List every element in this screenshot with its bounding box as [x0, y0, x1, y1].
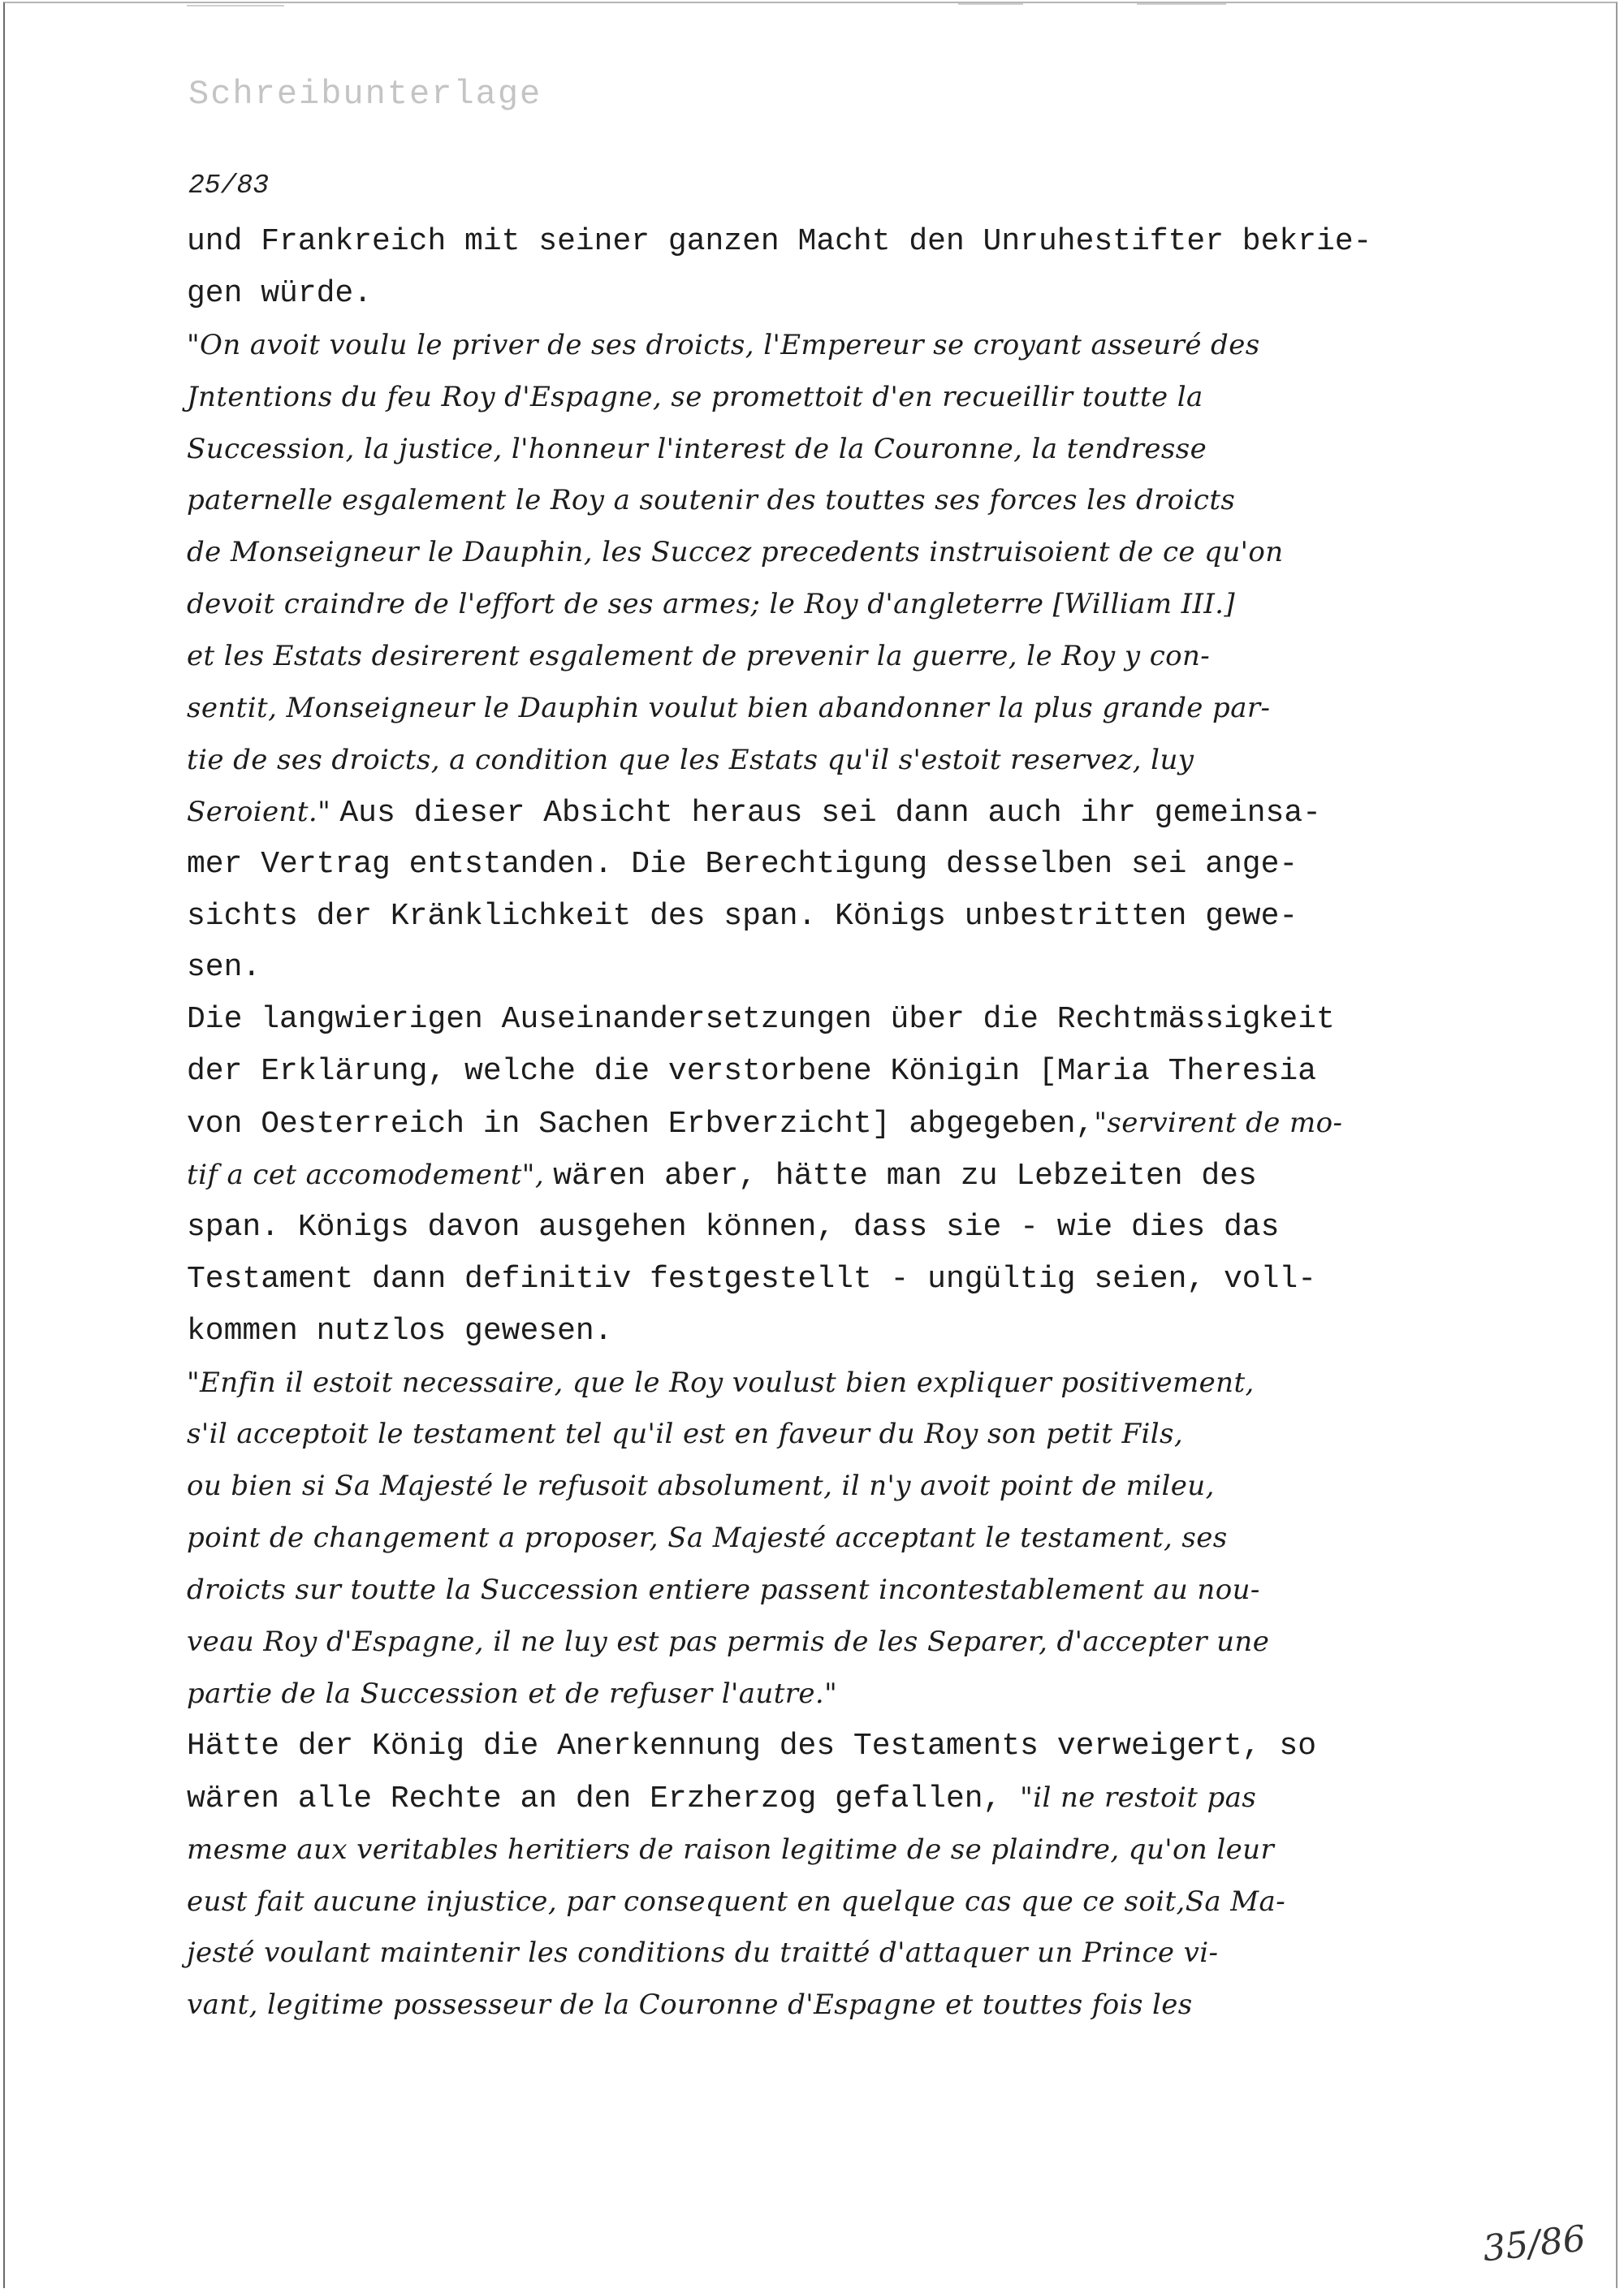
text-line — [187, 1513, 1453, 1565]
quoted-french-text: "il ne restoit pas — [1020, 1781, 1257, 1814]
text-line — [187, 1150, 1453, 1202]
text-line — [187, 1461, 1453, 1513]
quoted-french-text: paternelle esgalement le Roy a soutenir des touttes ses forces les droicts — [187, 484, 1236, 517]
page-reference: 25/83 — [188, 171, 270, 201]
quoted-french-text: tie de ses droicts, a condition que les Estats qu'il s'estoit reservez, luy — [187, 743, 1194, 776]
text-line — [187, 942, 1453, 994]
text-line — [187, 1824, 1453, 1876]
german-text: Testament dann definitiv festgestellt - ungültig seien, voll- — [187, 1261, 1317, 1297]
german-text: Hätte der König die Anerkennung des Testaments verweigert, so — [187, 1728, 1317, 1764]
quoted-french-text: veau Roy d'Espagne, il ne luy est pas permis de les Separer, d'accepter une — [187, 1626, 1270, 1659]
german-text: span. Königs davon ausgehen können, dass sie - wie dies das — [187, 1209, 1280, 1245]
quoted-french-text: "On avoit voulu le priver de ses droicts, l'Empereur se croyant asseuré des — [187, 328, 1260, 361]
quoted-french-text: devoit craindre de l'effort de ses armes; le Roy d'angleterre [William III.] — [187, 588, 1236, 621]
german-text: Die langwierigen Auseinandersetzungen über die Rechtmässigkeit — [187, 1002, 1335, 1038]
quoted-french-text: mesme aux veritables heritiers de raison legitime de se plaindre, qu'on leur — [187, 1833, 1275, 1866]
scan-artifact — [187, 5, 284, 6]
text-line — [187, 372, 1453, 424]
text-line — [187, 683, 1453, 735]
german-text: Aus dieser Absicht heraus sei dann auch ihr gemeinsa- — [339, 795, 1321, 831]
text-line — [187, 475, 1453, 527]
folio-number: 35/86 — [1480, 2217, 1588, 2270]
quoted-french-text: tif a cet accomodement", — [187, 1159, 554, 1192]
text-line — [187, 1669, 1453, 1721]
text-line — [187, 1046, 1453, 1098]
quoted-french-text: jesté voulant maintenir les conditions du traitté d'attaquer un Prince vi- — [187, 1937, 1219, 1970]
text-line — [187, 1358, 1453, 1410]
text-line — [187, 1306, 1453, 1358]
quoted-french-text: "servirent de mo- — [1094, 1107, 1343, 1140]
text-line — [187, 1928, 1453, 1980]
quoted-french-text: eust fait aucune injustice, par consequent en quelque cas que ce soit,Sa Ma- — [187, 1885, 1286, 1918]
text-line — [187, 268, 1453, 320]
text-line — [187, 320, 1453, 372]
text-line — [187, 216, 1453, 268]
scan-artifact — [958, 3, 1023, 5]
quoted-french-text: Jntentions du feu Roy d'Espagne, se promettoit d'en recueillir toutte la — [187, 380, 1203, 413]
text-line — [187, 1565, 1453, 1617]
document-body — [187, 216, 1453, 2032]
quoted-french-text: vant, legitime possesseur de la Couronne d'Espagne et touttes fois les — [187, 1989, 1193, 2022]
text-line — [187, 994, 1453, 1046]
quoted-french-text: point de changement a proposer, Sa Majesté acceptant le testament, ses — [187, 1522, 1228, 1555]
text-line — [187, 1409, 1453, 1461]
german-text: wären alle Rechte an den Erzherzog gefallen, — [187, 1781, 1021, 1816]
german-text: sen. — [187, 950, 261, 986]
german-text: der Erklärung, welche die verstorbene Königin [Maria Theresia — [187, 1054, 1317, 1090]
quoted-french-text: et les Estats desirerent esgalement de prevenir la guerre, le Roy y con- — [187, 640, 1211, 673]
scan-artifact — [1137, 3, 1226, 5]
text-line — [187, 891, 1453, 943]
text-line — [187, 579, 1453, 631]
text-line — [187, 1098, 1453, 1150]
german-text: von Oesterreich in Sachen Erbverzicht] abgegeben, — [187, 1107, 1095, 1142]
german-text: kommen nutzlos gewesen. — [187, 1313, 613, 1349]
text-line — [187, 1202, 1453, 1254]
german-text: gen würde. — [187, 275, 373, 311]
text-line — [187, 631, 1453, 683]
text-line — [187, 1773, 1453, 1824]
quoted-french-text: partie de la Succession et de refuser l'autre." — [187, 1677, 838, 1710]
german-text: und Frankreich mit seiner ganzen Macht den Unruhestifter bekrie- — [187, 224, 1372, 259]
text-line — [187, 1721, 1453, 1773]
faint-header: Schreibunterlage — [188, 75, 542, 114]
quoted-french-text: "Enfin il estoit necessaire, que le Roy voulust bien expliquer positivement, — [187, 1366, 1255, 1399]
quoted-french-text: s'il acceptoit le testament tel qu'il est en faveur du Roy son petit Fils, — [187, 1418, 1184, 1451]
text-line — [187, 839, 1453, 891]
quoted-french-text: Seroient." — [187, 795, 340, 828]
quoted-french-text: de Monseigneur le Dauphin, les Succez precedents instruisoient de ce qu'on — [187, 536, 1284, 569]
text-line — [187, 1254, 1453, 1306]
quoted-french-text: droicts sur toutte la Succession entiere passent incontestablement au nou- — [187, 1574, 1260, 1607]
text-line — [187, 1876, 1453, 1928]
text-line — [187, 1980, 1453, 2032]
german-text: wären aber, hätte man zu Lebzeiten des — [553, 1159, 1257, 1194]
text-line — [187, 424, 1453, 476]
text-line — [187, 1617, 1453, 1669]
german-text: sichts der Kränklichkeit des span. Königs unbestritten gewe- — [187, 898, 1298, 934]
text-line — [187, 735, 1453, 787]
text-line — [187, 787, 1453, 839]
quoted-french-text: sentit, Monseigneur le Dauphin voulut bien abandonner la plus grande par- — [187, 692, 1271, 725]
quoted-french-text: Succession, la justice, l'honneur l'interest de la Couronne, la tendresse — [187, 432, 1207, 465]
text-line — [187, 527, 1453, 579]
quoted-french-text: ou bien si Sa Majesté le refusoit absolument, il n'y avoit point de mileu, — [187, 1470, 1215, 1503]
german-text: mer Vertrag entstanden. Die Berechtigung desselben sei ange- — [187, 846, 1298, 882]
